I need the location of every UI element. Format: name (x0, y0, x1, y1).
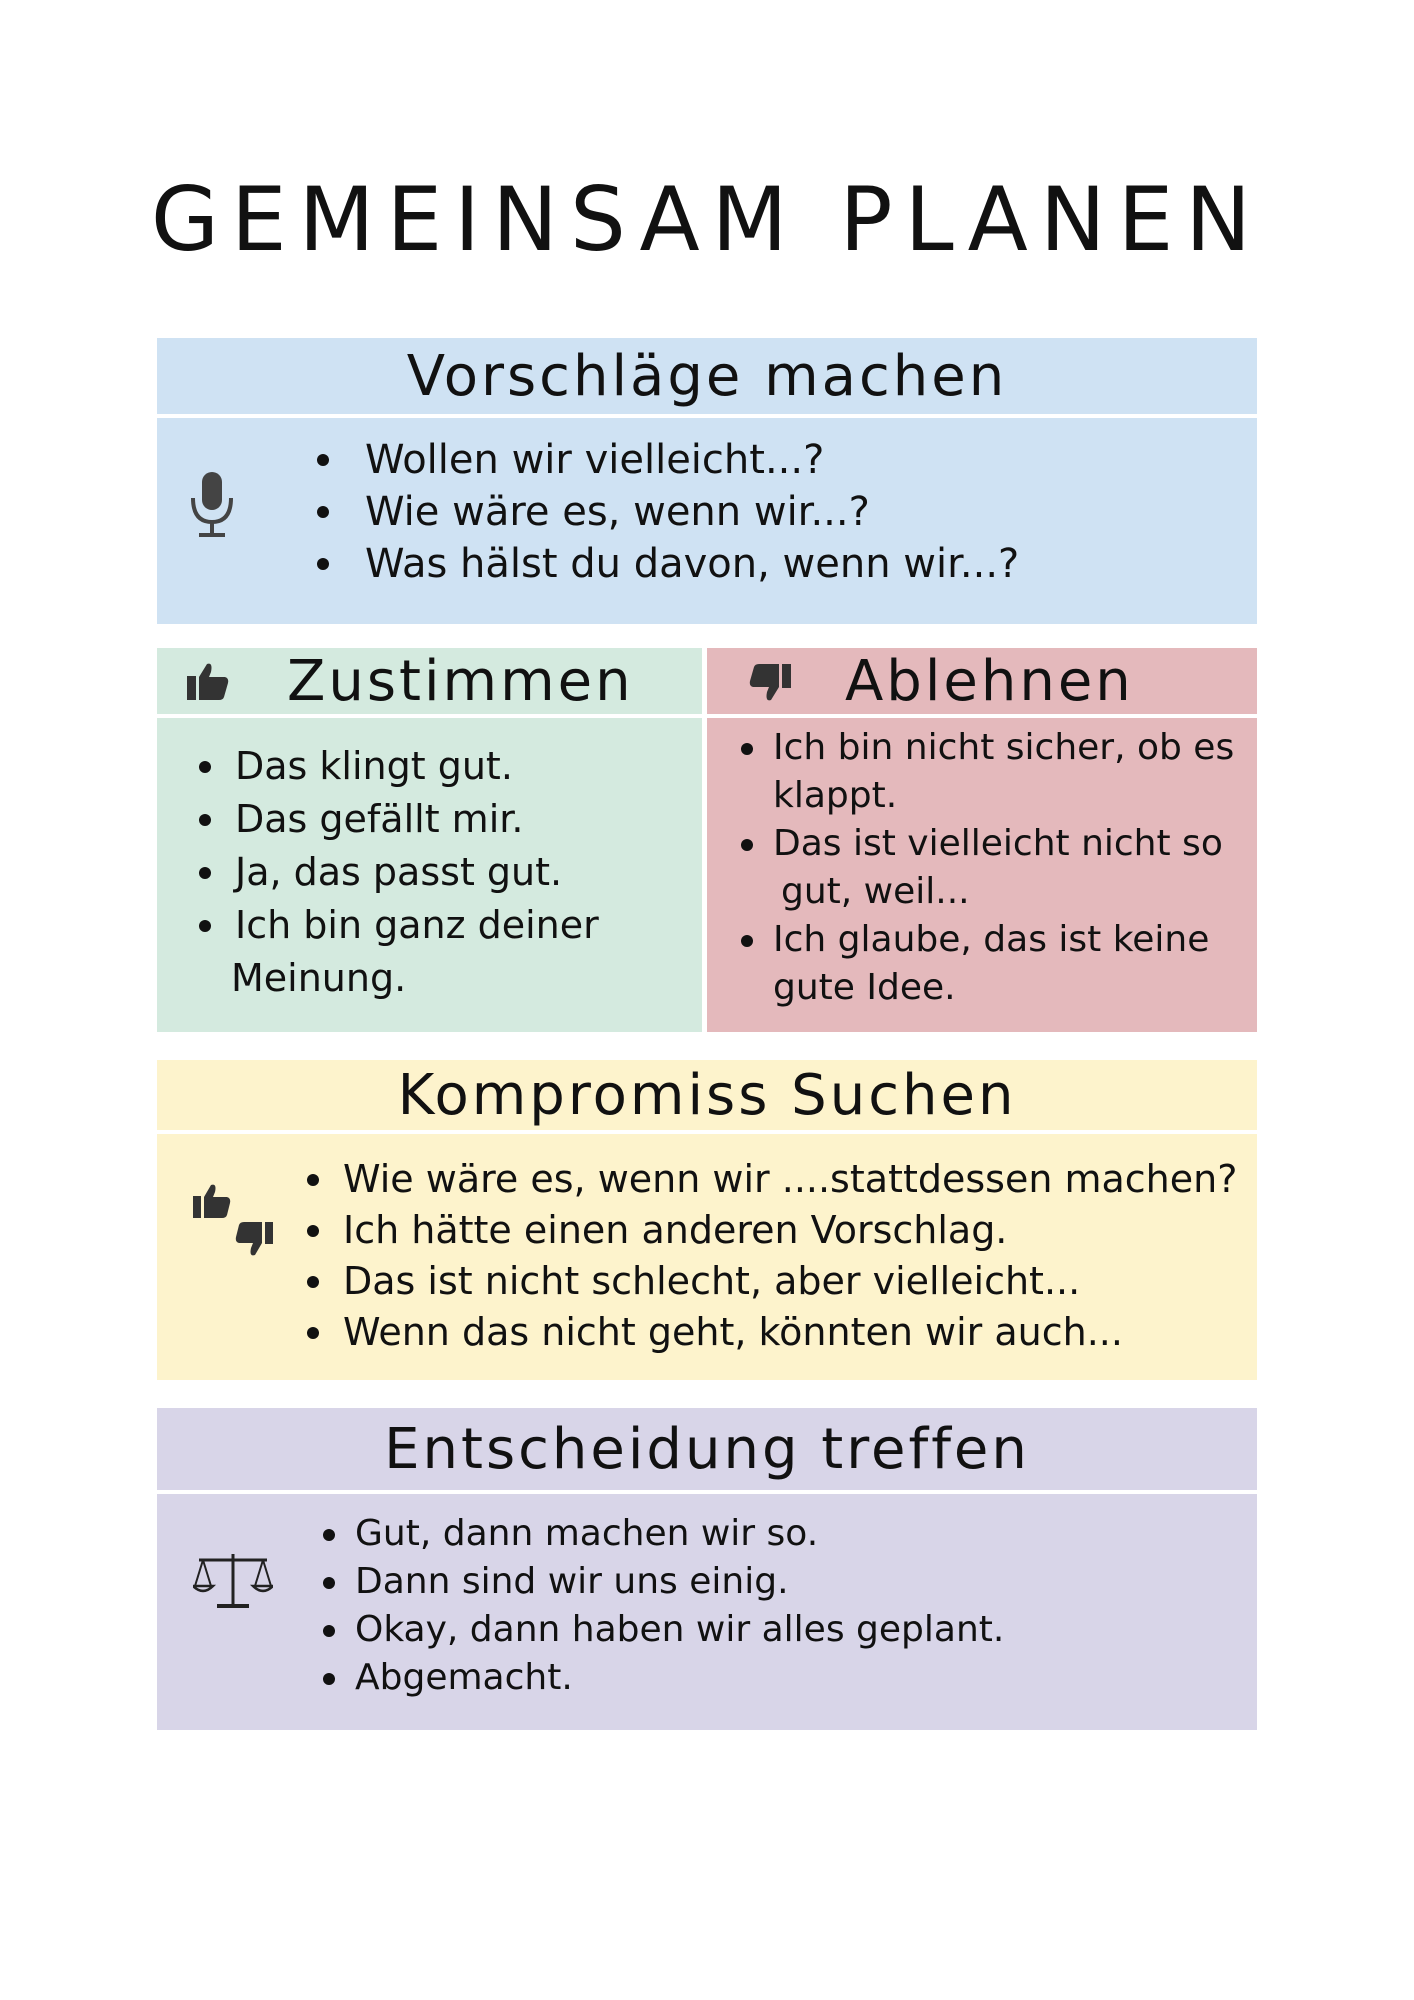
list-item-continuation: gute Idee. (773, 967, 956, 1008)
phrase-list (307, 1154, 1237, 1358)
list-item-continuation: klappt. (773, 775, 898, 816)
list-item: Ja, das passt gut. (199, 846, 599, 899)
section-header-zustimmen (157, 648, 702, 714)
section-body-ablehnen (707, 718, 1257, 1032)
list-item: Was hälst du davon, wenn wir...? (317, 538, 1019, 590)
section-header-ablehnen (707, 648, 1257, 714)
section-heading: Entscheidung treffen (384, 1416, 1030, 1482)
section-heading: Zustimmen (287, 648, 634, 714)
list-item-continuation: gut, weil... (781, 871, 970, 912)
section-heading: Kompromiss Suchen (397, 1062, 1017, 1128)
list-item: Wenn das nicht geht, könnten wir auch... (307, 1307, 1237, 1358)
list-item: Ich hätte einen anderen Vorschlag. (307, 1205, 1237, 1256)
list-item: Das klingt gut. (199, 740, 599, 793)
section-body-entscheidung (157, 1494, 1257, 1730)
thumbs-down-icon (749, 664, 791, 702)
list-item: Ich bin nicht sicher, ob es (741, 724, 1234, 772)
phrase-list (199, 740, 599, 1005)
thumbs-up-down-icon (193, 1182, 273, 1262)
section-body-zustimmen (157, 718, 702, 1032)
list-item: Abgemacht. (323, 1654, 1004, 1702)
section-body-vorschlaege (157, 418, 1257, 624)
list-item: Ich glaube, das ist keine (741, 916, 1234, 964)
phrase-list (323, 1510, 1004, 1702)
section-header-entscheidung (157, 1408, 1257, 1490)
list-item: Dann sind wir uns einig. (323, 1558, 1004, 1606)
list-item: Das gefällt mir. (199, 793, 599, 846)
section-header-kompromiss (157, 1060, 1257, 1130)
section-header-vorschlaege (157, 338, 1257, 414)
list-item: Wie wäre es, wenn wir...? (317, 486, 1019, 538)
thumbs-up-icon (187, 662, 229, 700)
phrase-list (741, 724, 1234, 1012)
list-item: Wollen wir vielleicht...? (317, 434, 1019, 486)
list-item: Das ist nicht schlecht, aber vielleicht... (307, 1256, 1237, 1307)
list-item: Gut, dann machen wir so. (323, 1510, 1004, 1558)
section-heading: Vorschläge machen (406, 343, 1008, 409)
list-item: Das ist vielleicht nicht so (741, 820, 1234, 868)
page-title: GEMEINSAM PLANEN (150, 168, 1264, 271)
list-item-continuation: Meinung. (231, 956, 407, 1000)
phrase-list (317, 434, 1019, 590)
list-item: Wie wäre es, wenn wir ....stattdessen machen? (307, 1154, 1237, 1205)
list-item: Ich bin ganz deiner (199, 899, 599, 952)
scales-icon (193, 1550, 273, 1610)
microphone-icon (187, 470, 237, 540)
section-body-kompromiss (157, 1134, 1257, 1380)
list-item: Okay, dann haben wir alles geplant. (323, 1606, 1004, 1654)
section-heading: Ablehnen (845, 648, 1134, 714)
